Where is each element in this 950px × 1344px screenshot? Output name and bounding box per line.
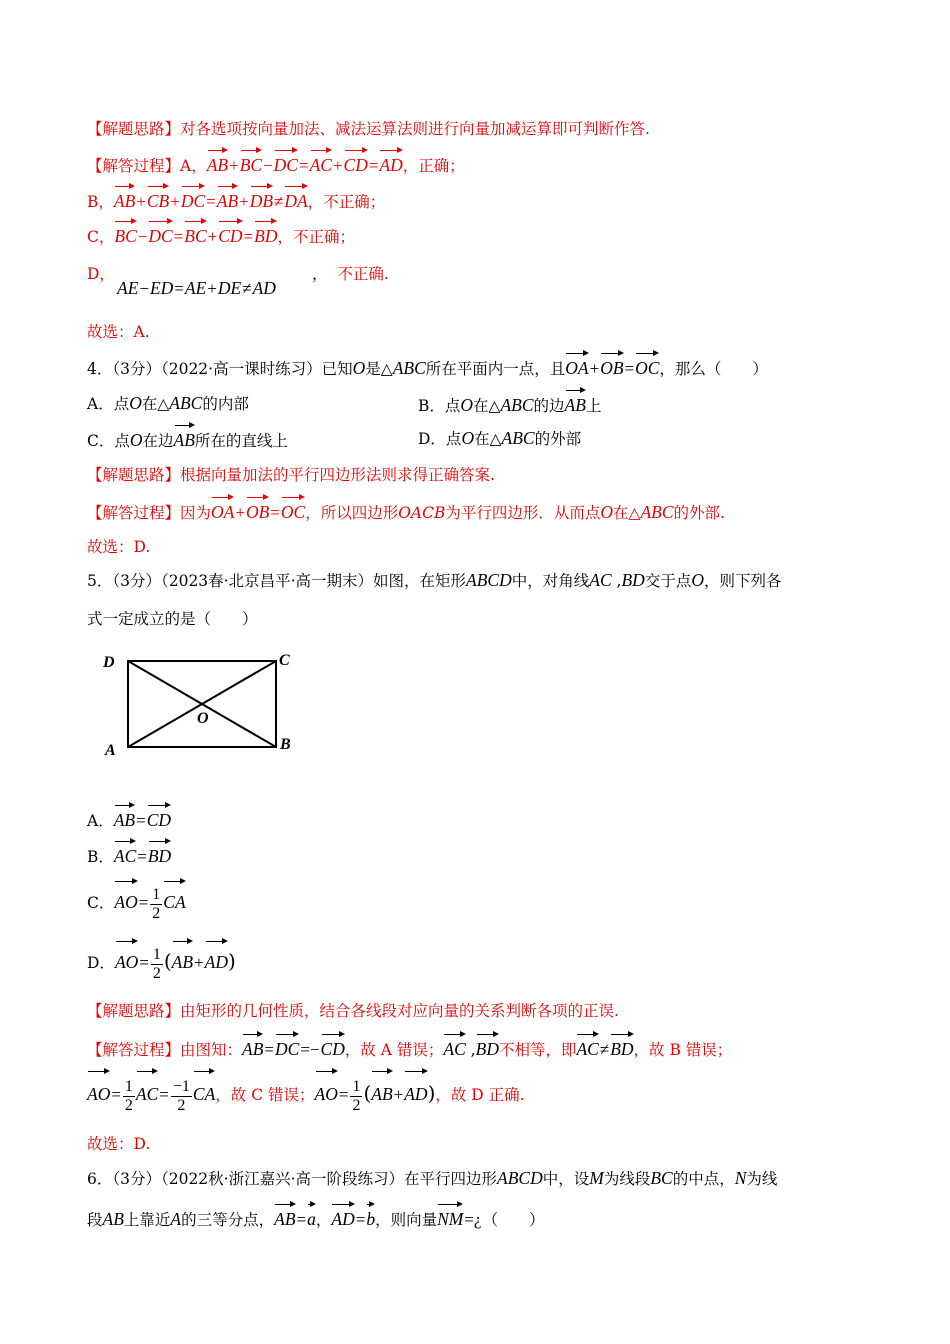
q5-thinking: 【解题思路】由矩形的几何性质，结合各线段对应向量的关系判断各项的正误. <box>87 1002 619 1020</box>
q4-answer: 故选：D. <box>87 538 151 556</box>
q3-process-B: B，AB+CB+DC=AB+DB≠DA，不正确； <box>87 187 870 214</box>
q5-option-D[interactable]: D．AO= $\frac{1}{2}$ (AB+AD) <box>87 942 870 983</box>
q3-process-A: 【解答过程】A，AB+BC−DC=AC+CD=AD，正确； <box>87 151 870 178</box>
q4-option-C[interactable]: C．点O在边AB所在的直线上 <box>87 432 288 450</box>
label-A: A <box>105 742 116 759</box>
thinking-tag: 【解题思路】 <box>87 120 181 138</box>
q4-stem-mid1: 是 <box>365 360 381 378</box>
q4-option-A[interactable]: A．点O在△ABC的内部 <box>87 393 249 413</box>
q4-option-B[interactable]: B．点O在△ABC的边AB上 <box>418 391 601 418</box>
label-B: B <box>280 736 291 753</box>
q3-thinking-text: 对各选项按向量加法、减法运算法则进行向量加减运算即可判断作答. <box>180 120 650 138</box>
q3-D-formula: AE−ED=AE+DE≠AD <box>117 278 276 298</box>
q4-options-row1 <box>87 391 870 416</box>
q3-thinking <box>87 117 870 141</box>
q3-D-verdict: 不正确. <box>337 265 389 283</box>
q4-thinking: 【解题思路】根据向量加法的平行四边形法则求得正确答案. <box>87 466 495 484</box>
q4-stem: 4．（3分）（2022·高一课时练习）已知O是△ABC所在平面内一点，且OA+OB=OC，那么（ ） <box>87 354 870 381</box>
q4-stem-prefix: 4．（3分）（2022·高一课时练习）已知 <box>87 360 353 378</box>
q4-quad-name: OACB <box>398 504 446 522</box>
label-O: O <box>197 710 209 727</box>
q3-C-verdict: ，不正确； <box>277 228 355 246</box>
q3-B-label: B， <box>87 193 114 211</box>
q5-process-line2: AO= $\frac{1}{2}$ AC= $\frac{-1}{2}$ CA，故 C 错误；AO= $\frac{1}{2}$ (AB+AD)，故 D 正确. <box>87 1072 870 1115</box>
q4-stem-mid2: 所在平面内一点，且 <box>425 360 566 378</box>
q5-option-A[interactable]: A．AB=CD <box>87 806 870 833</box>
q4-option-D[interactable]: D．点O在△ABC的外部 <box>418 428 582 448</box>
q3-A-label: A， <box>180 157 207 175</box>
q4-stem-end: ，那么（ ） <box>659 360 768 378</box>
q3-B-verdict: ，不正确； <box>307 193 386 211</box>
label-C: C <box>279 652 290 669</box>
q4-thinking-text: 根据向量加法的平行四边形法则求得正确答案. <box>180 466 495 484</box>
q5-stem-line2: 式一定成立的是（ ） <box>87 610 258 628</box>
q5-option-C[interactable]: C．AO= $\frac{1}{2}$ CA <box>87 882 870 923</box>
q4-options-row2 <box>87 426 870 453</box>
q6-stem-line2: 段AB上靠近A的三等分点，AB=a，AD=b，则向量NM=¿（ ） <box>87 1205 870 1232</box>
q5-process-line1: 【解答过程】由图知：AB=DC=−CD，故 A 错误；AC ,BD不相等，即AC≠BD，故 B 错误； <box>87 1035 870 1062</box>
q5-option-B[interactable]: B．AC=BD <box>87 842 870 869</box>
q4-process: 【解答过程】因为OA+OB=OC，所以四边形OACB为平行四边形．从而点O在△ABC的外部. <box>87 498 870 525</box>
q3-D-label: D， <box>87 265 115 283</box>
q3-process-C: C，BC−DC=BC+CD=BD，不正确； <box>87 222 870 249</box>
q3-A-verdict: ，正确； <box>402 157 465 175</box>
q5-thinking-text: 由矩形的几何性质，结合各线段对应向量的关系判断各项的正误. <box>180 1002 619 1020</box>
process-tag: 【解答过程】 <box>87 157 181 175</box>
q3-answer: 故选：A. <box>87 323 150 341</box>
q5-answer: 故选：D. <box>87 1135 151 1153</box>
label-D: D <box>103 654 115 671</box>
q5-stem-line1: 5．（3分）（2023春·北京昌平·高一期末）如图，在矩形ABCD中，对角线AC ,BD交于点O，则下列各 <box>87 570 782 590</box>
q5-rectangle-figure <box>95 645 310 765</box>
q3-D-verdict-line: ， 不正确. <box>312 265 389 283</box>
q3-C-label: C， <box>87 228 115 246</box>
q6-stem-line1: 6．（3分）（2022秋·浙江嘉兴·高一阶段练习）在平行四边形ABCD中，设M为线段BC的中点，N为线 <box>87 1168 778 1188</box>
